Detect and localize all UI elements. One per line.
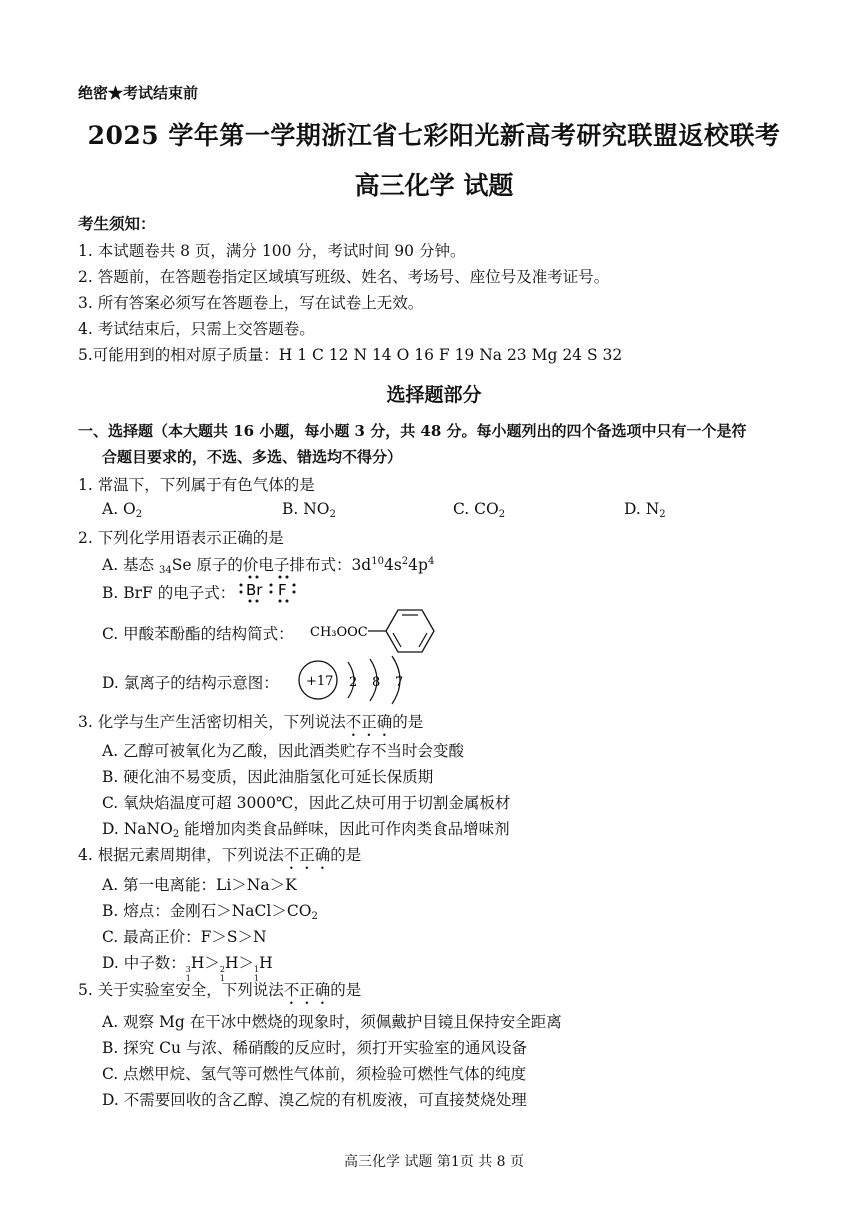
q2-option-c: C. 甲酸苯酚酯的结构简式： [102, 625, 294, 643]
part-instructions-line-2: 合题目要求的，不选、多选、错选均不得分） [102, 448, 403, 466]
brf-lewis-structure [238, 575, 298, 605]
exam-title: 2025 学年第一学期浙江省七彩阳光新高考研究联盟返校联考 [87, 121, 781, 150]
lewis-f: F [278, 581, 287, 599]
shell-1: 2 [349, 675, 358, 690]
page-footer: 高三化学 试题 第1页 共 8 页 [343, 1154, 525, 1170]
q3-option-a: A. 乙醇可被氧化为乙酸，因此酒类贮存不当时会变酸 [102, 742, 465, 760]
q1-option-a: A. $O_2$ [102, 500, 143, 520]
q1-option-c: C. $CO_2$ [453, 500, 506, 520]
q4-option-d: D. 中子数： 3 1 H＞ 2 1 H＞ 1 1 H [102, 954, 273, 983]
part-instructions-line-1: 一、选择题（本大题共 16 小题，每小题 3 分，共 48 分。每小题列出的四个备选项中只有一个是符 [78, 422, 747, 440]
isotope-3-scripts: 1 1 [254, 965, 260, 983]
subject-title: 高三化学 试题 [354, 171, 514, 200]
notice-item-1: 1. 本试题卷共 8 页，满分 100 分，考试时间 90 分钟。 [78, 242, 466, 260]
benzene-ring [386, 610, 434, 652]
q5-stem: 5. 关于实验室安全，下列说法不正确的是 [78, 981, 362, 999]
q3-stem: 3. 化学与生产生活密切相关，下列说法不正确的是 [78, 713, 424, 731]
q4-option-c: C. 最高正价：F＞S＞N [102, 928, 267, 946]
structure-formula: CH₃OOC [310, 625, 368, 640]
q4-option-b: B. 熔点：金刚石$>NaCl>CO_2$ [102, 902, 318, 922]
isotope-2-scripts: 2 1 [219, 965, 225, 983]
isotope-1-scripts: 3 1 [185, 965, 191, 983]
notice-item-4: 4. 考试结束后，只需上交答题卷。 [78, 320, 315, 338]
notice-item-5: 5.可能用到的相对原子质量：H 1 C 12 N 14 O 16 F 19 Na 23 Mg 24 S 32 [78, 346, 623, 364]
q3-option-c: C. 氧炔焰温度可超 3000℃，因此乙炔可用于切割金属板材 [102, 794, 511, 812]
q1-stem: 1. 常温下，下列属于有色气体的是 [78, 476, 315, 494]
notice-item-3: 3. 所有答案必须写在答题卷上，写在试卷上无效。 [78, 294, 424, 312]
q4-stem: 4. 根据元素周期律，下列说法不正确的是 [78, 846, 362, 864]
section-title: 选择题部分 [386, 384, 482, 406]
chloride-structure-diagram [298, 656, 418, 706]
q2-stem: 2. 下列化学用语表示正确的是 [78, 529, 284, 547]
q1-option-d: D. $N_2$ [624, 500, 666, 520]
q2-option-d: D. 氯离子的结构示意图： [102, 674, 279, 692]
phenyl-acetate-structure [310, 602, 440, 662]
q5-option-c: C. 点燃甲烷、氢气等可燃性气体前，须检验可燃性气体的纯度 [102, 1065, 527, 1083]
q1-option-b: B. $NO_2$ [282, 500, 336, 520]
q2-option-b: B. BrF 的电子式： [102, 584, 236, 602]
shell-2: 8 [372, 675, 381, 690]
nucleus-charge: +17 [306, 674, 334, 689]
notice-item-2: 2. 答题前，在答题卷指定区域填写班级、姓名、考场号、座位号及准考证号。 [78, 268, 610, 286]
q4-option-a: A. 第一电离能：Li＞Na＞K [102, 876, 297, 894]
q5-option-a: A. 观察 Mg 在干冰中燃烧的现象时，须佩戴护目镜且保持安全距离 [102, 1013, 562, 1031]
notice-heading: 考生须知： [78, 214, 156, 233]
q5-option-b: B. 探究 Cu 与浓、稀硝酸的反应时，须打开实验室的通风设备 [102, 1039, 527, 1057]
lewis-br: Br [246, 581, 263, 599]
q3-option-b: B. 硬化油不易变质，因此油脂氢化可延长保质期 [102, 768, 434, 786]
q3-option-d: D. NaNO$_2$ 能增加肉类食品鲜味，因此可作肉类食品增味剂 [102, 820, 510, 840]
secret-label: 绝密★考试结束前 [78, 84, 199, 102]
shell-3: 7 [395, 675, 404, 690]
q5-option-d: D. 不需要回收的含乙醇、溴乙烷的有机废液，可直接焚烧处理 [102, 1091, 527, 1109]
q2-option-a: A. 基态 $_{34}$Se 原子的价电子排布式：$3d^{10}4s^24p^4$ [102, 556, 435, 576]
